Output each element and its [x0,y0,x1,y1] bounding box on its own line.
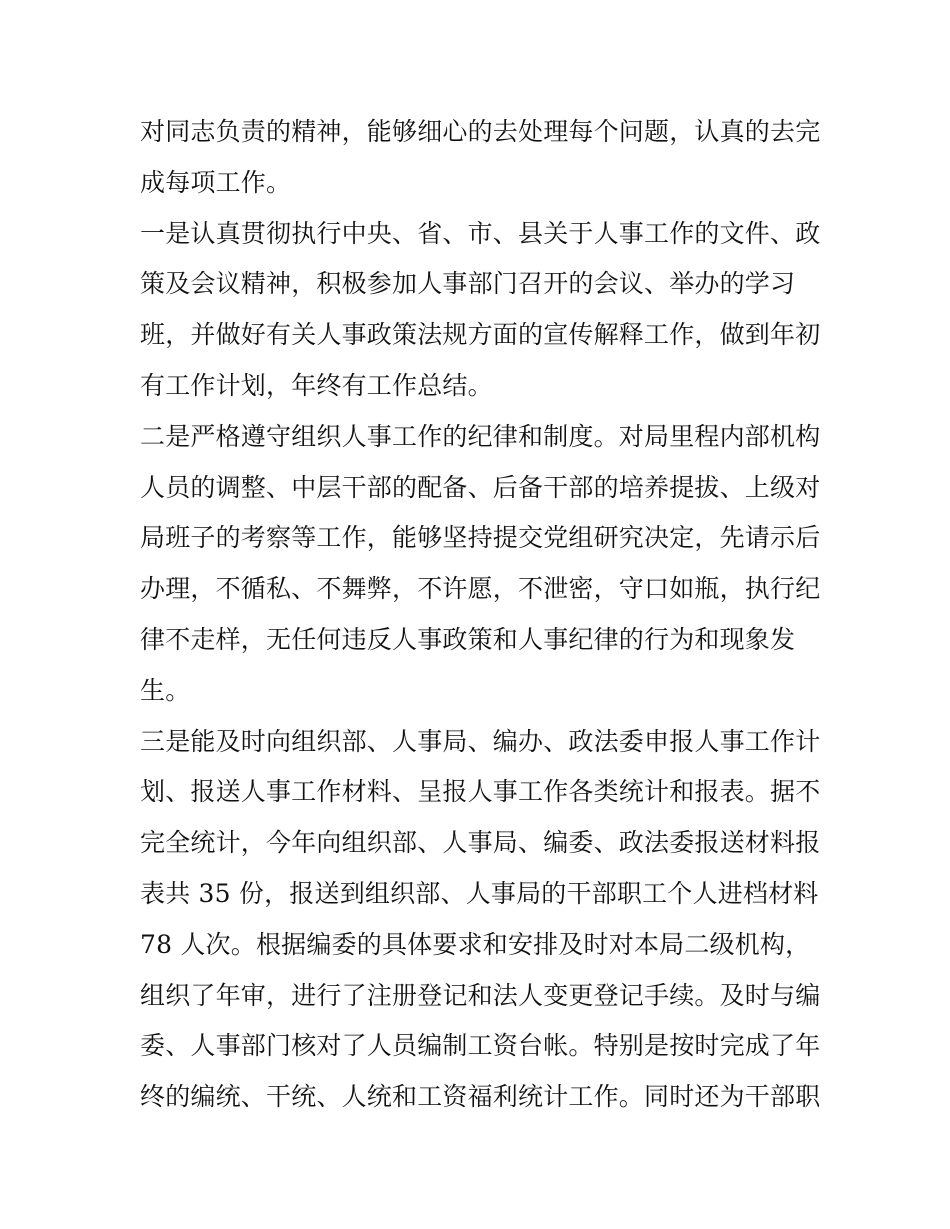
text-line: 班，并做好有关人事政策法规方面的宣传解释工作，做到年初 [140,320,821,350]
text-line: 有工作计划，年终有工作总结。 [140,370,493,400]
text-line: 一是认真贯彻执行中央、省、市、县关于人事工作的文件、政 [140,218,821,248]
text-line: 表共 35 份，报送到组织部、人事局的干部职工个人进档材料 [140,878,819,908]
text-line: 生。 [140,675,191,705]
text-line: 局班子的考察等工作，能够坚持提交党组研究决定，先请示后 [140,523,821,553]
text-line: 对同志负责的精神，能够细心的去处理每个问题，认真的去完 [140,117,821,146]
text-line: 委、人事部门核对了人员编制工资台帐。特别是按时完成了年 [140,1031,821,1061]
text-line: 78 人次。根据编委的具体要求和安排及时对本局二级机构， [140,929,811,959]
text-line: 策及会议精神，积极参加人事部门召开的会议、举办的学习 [140,269,796,299]
text-line: 二是严格遵守组织人事工作的纪律和制度。对局里程内部机构 [140,421,821,451]
document-body [140,107,830,1123]
text-line: 终的编统、干统、人统和工资福利统计工作。同时还为干部职 [140,1082,821,1112]
text-line: 完全统计，今年向组织部、人事局、编委、政法委报送材料报 [140,828,821,858]
text-line: 律不走样，无任何违反人事政策和人事纪律的行为和现象发 [140,624,796,654]
text-line: 办理，不循私、不舞弊，不许愿，不泄密，守口如瓶，执行纪 [140,574,821,604]
text-line: 划、报送人事工作材料、呈报人事工作各类统计和报表。据不 [140,777,821,807]
text-line: 组织了年审，进行了注册登记和法人变更登记手续。及时与编 [140,980,821,1010]
text-line: 三是能及时向组织部、人事局、编办、政法委申报人事工作计 [140,726,821,756]
text-line: 成每项工作。 [140,167,292,197]
text-line: 人员的调整、中层干部的配备、后备干部的培养提拔、上级对 [140,472,821,502]
